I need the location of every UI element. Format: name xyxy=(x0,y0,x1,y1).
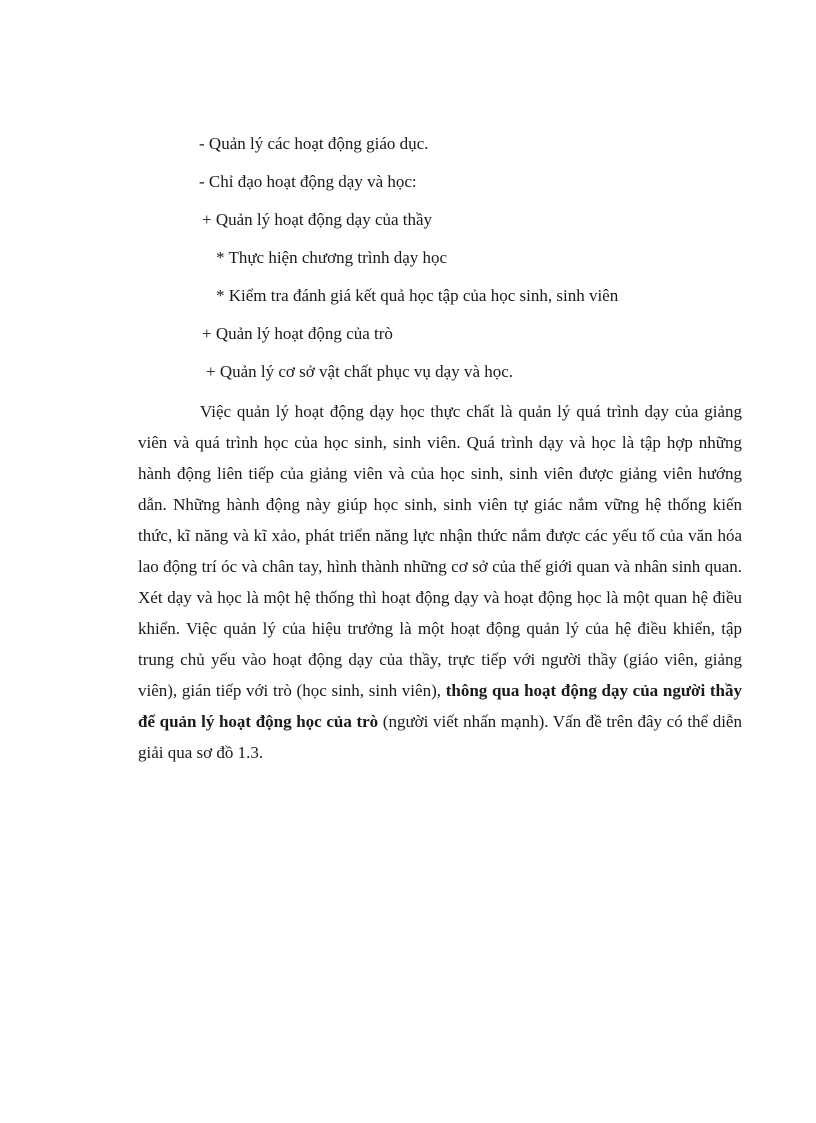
body-paragraph xyxy=(138,396,742,768)
list-item-student-activity: + Quản lý hoạt động của trò xyxy=(202,324,393,343)
list-item-facilities: + Quản lý cơ sở vật chất phục vụ dạy và học. xyxy=(206,362,514,381)
list-item-education-management: - Quản lý các hoạt động giáo dục. xyxy=(199,134,429,153)
list-item-assessment: * Kiểm tra đánh giá kết quả học tập của học sinh, sinh viên xyxy=(216,286,619,305)
list-item-teacher-activity: + Quản lý hoạt động dạy của thầy xyxy=(202,210,433,229)
paragraph-text-after: (người viết nhấn mạnh). Vấn đề trên đây có thể diễn giải qua sơ đồ 1.3. xyxy=(138,712,742,762)
list-item-teaching-direction: - Chỉ đạo hoạt động dạy và học: xyxy=(199,172,417,191)
paragraph-emphasis: thông qua hoạt động dạy của người thầy để quản lý hoạt động học của trò xyxy=(138,681,742,731)
list-item-curriculum-implementation: * Thực hiện chương trình dạy học xyxy=(216,248,448,267)
paragraph-text-before: Việc quản lý hoạt động dạy học thực chất là quản lý quá trình dạy của giảng viên và quá trình học của học sinh, sinh viên. Quá trình dạy và học là tập hợp những hành động liên tiếp của giảng viên và của học sinh, sinh viên được giảng viên hướng dẫn. Những hành động này giúp học sinh, sinh viên tự giác nắm vững hệ thống kiến thức, kĩ năng và kĩ xảo, phát triển năng lực nhận thức nắm được các yếu tố của văn hóa lao động trí óc và chân tay, hình thành những cơ sở của thế giới quan và nhân sinh quan. Xét dạy và học là một hệ thống thì hoạt động dạy và hoạt động học là một quan hệ điều khiển. Việc quản lý của hiệu trưởng là một hoạt động quản lý của hệ điều khiển, tập trung chủ yếu vào hoạt động dạy của thầy, trực tiếp với người thầy (giáo viên, giảng viên), gián tiếp với trò (học sinh, sinh viên), xyxy=(138,402,742,700)
